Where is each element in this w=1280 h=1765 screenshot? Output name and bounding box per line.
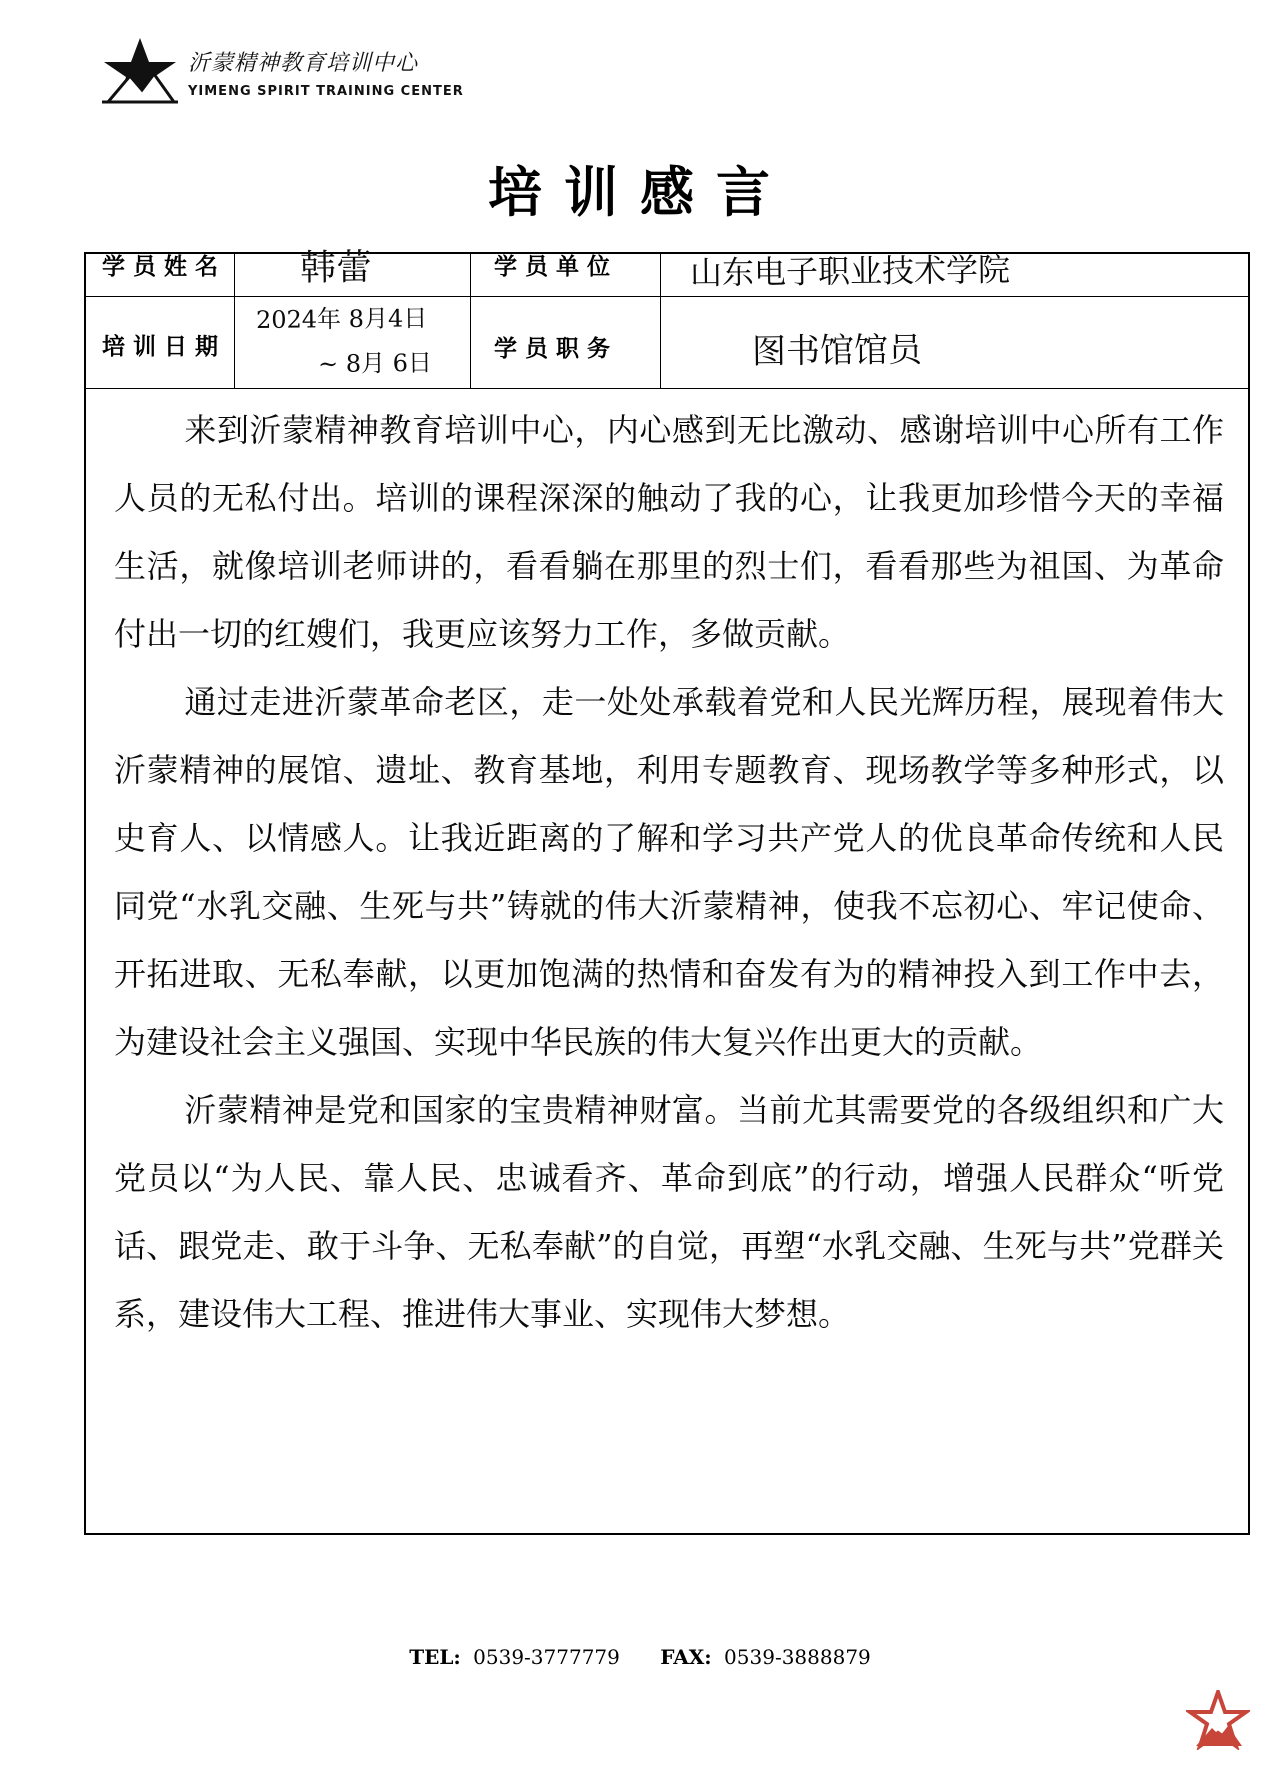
logo-english-name: YIMENG SPIRIT TRAINING CENTER bbox=[188, 84, 464, 99]
page-title: 培训感言 bbox=[488, 160, 792, 224]
feedback-paragraph: 沂蒙精神是党和国家的宝贵精神财富。当前尤其需要党的各级组织和广大党员以“为人民、靠人民、忠诚看齐、革命到底”的行动，增强人民群众“听党话、跟党走、敢于斗争、无私奉献”的自觉，再塑“水乳交融、生死与共”党群关系，建设伟大工程、推进伟大事业、实现伟大梦想。 bbox=[114, 1091, 1224, 1333]
logo bbox=[100, 36, 480, 106]
position-value: 图书馆馆员 bbox=[751, 330, 923, 372]
training-date-end: ~ 8月 6日 bbox=[317, 348, 433, 378]
name-value: 韩蕾 bbox=[299, 247, 373, 289]
tel-label: TEL: bbox=[409, 1645, 461, 1669]
training-date-start: 2024年 8月4日 bbox=[255, 304, 428, 334]
footer-contact bbox=[0, 1645, 1280, 1669]
unit-label: 学员单位 bbox=[494, 254, 618, 280]
tel-number: 0539-3777779 bbox=[473, 1645, 620, 1669]
feedback-body bbox=[114, 396, 1224, 1348]
position-label: 学员职务 bbox=[494, 336, 618, 362]
star-mountain-logo-icon bbox=[100, 36, 180, 106]
row-divider bbox=[86, 388, 1248, 389]
feedback-paragraph: 来到沂蒙精神教育培训中心，内心感到无比激动、感谢培训中心所有工作人员的无私付出。培训的课程深深的触动了我的心，让我更加珍惜今天的幸福生活，就像培训老师讲的，看看躺在那里的烈士们，看看那些为祖国、为革命付出一切的红嫂们，我更应该努力工作，多做贡献。 bbox=[114, 411, 1224, 653]
feedback-paragraph: 通过走进沂蒙革命老区，走一处处承载着党和人民光辉历程，展现着伟大沂蒙精神的展馆、遗址、教育基地，利用专题教育、现场教学等多种形式，以史育人、以情感人。让我近距离的了解和学习共产党人的优良革命传统和人民同党“水乳交融、生死与共”铸就的伟大沂蒙精神，使我不忘初心、牢记使命、开拓进取、无私奉献，以更加饱满的热情和奋发有为的精神投入到工作中去，为建设社会主义强国、实现中华民族的伟大复兴作出更大的贡献。 bbox=[114, 683, 1224, 1061]
logo-chinese-name: 沂蒙精神教育培训中心 bbox=[188, 51, 419, 76]
training-feedback-form bbox=[84, 247, 1250, 1535]
fax-number: 0539-3888879 bbox=[724, 1645, 871, 1669]
column-divider bbox=[234, 254, 235, 388]
red-star-watermark-icon bbox=[1186, 1690, 1250, 1750]
name-label: 学员姓名 bbox=[102, 254, 226, 280]
training-date-label: 培训日期 bbox=[102, 334, 226, 360]
column-divider bbox=[660, 254, 661, 388]
column-divider bbox=[470, 254, 471, 388]
row-divider bbox=[86, 296, 1248, 297]
fax-label: FAX: bbox=[660, 1645, 712, 1669]
unit-value: 山东电子职业技术学院 bbox=[689, 250, 1011, 292]
